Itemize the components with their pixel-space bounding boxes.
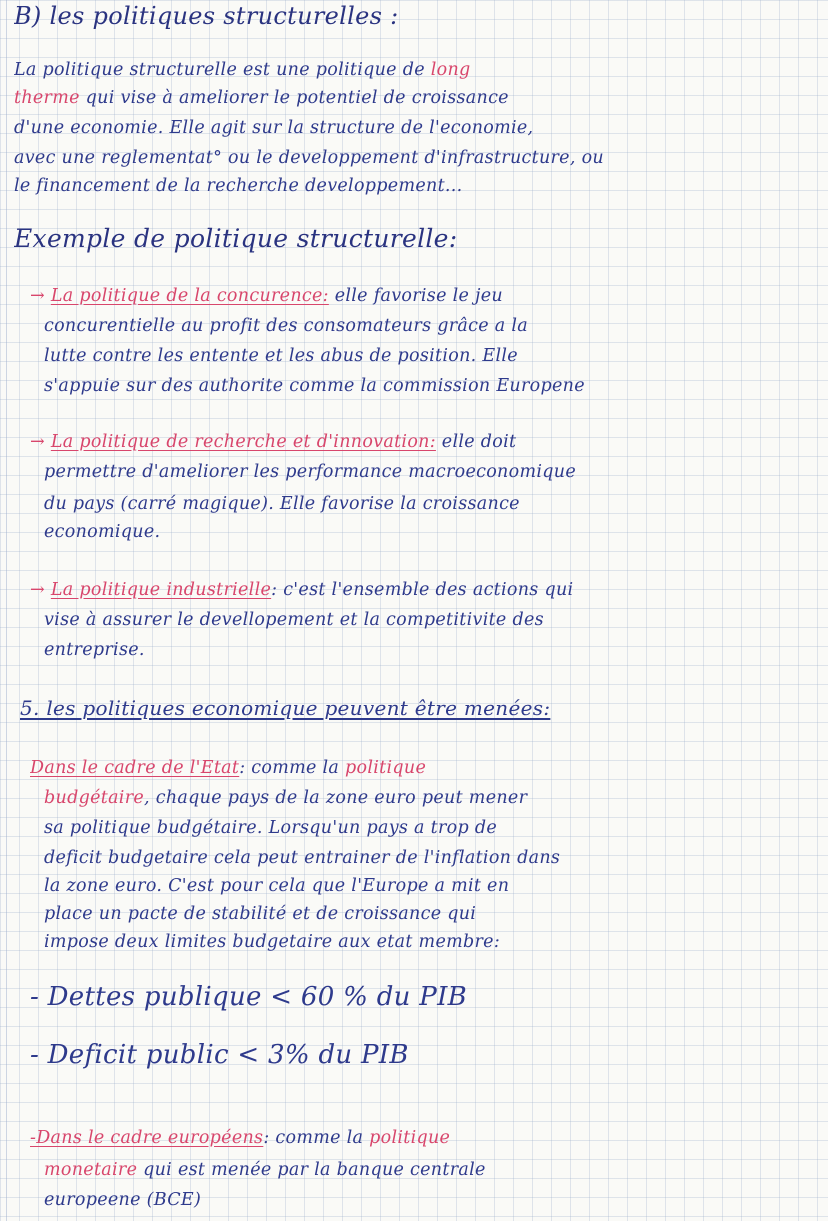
- intro-text: qui vise à ameliorer le potentiel de croissance: [79, 88, 509, 108]
- ex1-line-3: lutte contre les entente et les abus de position. Elle: [44, 346, 518, 366]
- ex1-title: La politique de la concurence:: [50, 286, 329, 306]
- etat-line-7: impose deux limites budgetaire aux etat membre:: [44, 932, 501, 952]
- highlight-monetaire: monetaire: [44, 1160, 138, 1180]
- arrow-icon: →: [30, 432, 45, 452]
- ex1-text: elle favorise le jeu: [328, 286, 503, 306]
- etat-line-3: sa politique budgétaire. Lorsqu'un pays a trop de: [44, 818, 497, 838]
- etat-line-1: [30, 758, 820, 778]
- margin-line: [6, 0, 7, 1221]
- etat-line-5: la zone euro. C'est pour cela que l'Europe a mit en: [44, 876, 510, 896]
- ex3-title: La politique industrielle: [50, 580, 272, 600]
- ex2-line-2: permettre d'ameliorer les performance macroeconomique: [44, 462, 576, 482]
- highlight-politique: politique: [369, 1128, 451, 1148]
- limit-deficit: - Deficit public < 3% du PIB: [30, 1040, 409, 1070]
- intro-line-2: [14, 88, 820, 108]
- etat-line-6: place un pacte de stabilité et de croissance qui: [44, 904, 477, 924]
- etat-line-2: [44, 788, 820, 808]
- arrow-icon: →: [30, 286, 45, 306]
- etat-text: : comme la: [239, 758, 346, 778]
- ex2-line-4: economique.: [44, 522, 161, 542]
- europe-line-1: [30, 1128, 820, 1148]
- etat-text: , chaque pays de la zone euro peut mener: [144, 788, 528, 808]
- ex2-line-3: du pays (carré magique). Elle favorise la croissance: [44, 494, 520, 514]
- europe-line-3: europeene (BCE): [44, 1190, 202, 1210]
- ex2-line-1: [30, 432, 820, 452]
- ex2-title: La politique de recherche et d'innovation:: [50, 432, 436, 452]
- highlight-politique: politique: [345, 758, 427, 778]
- heading-structural-policies: B) les politiques structurelles :: [14, 2, 399, 30]
- highlight-long: long: [430, 60, 471, 80]
- limit-debt: - Dettes publique < 60 % du PIB: [30, 982, 468, 1012]
- intro-line-1: [14, 60, 820, 80]
- intro-line-3: d'une economie. Elle agit sur la structure de l'economie,: [14, 118, 534, 138]
- highlight-budgetaire: budgétaire: [44, 788, 145, 808]
- etat-title: Dans le cadre de l'Etat: [30, 758, 240, 778]
- ex3-text: : c'est l'ensemble des actions qui: [271, 580, 574, 600]
- ex3-line-1: [30, 580, 820, 600]
- arrow-icon: →: [30, 580, 45, 600]
- highlight-therme: therme: [14, 88, 80, 108]
- ex1-line-4: s'appuie sur des authorite comme la commission Europene: [44, 376, 585, 396]
- etat-line-4: deficit budgetaire cela peut entrainer de l'inflation dans: [44, 848, 561, 868]
- europe-text: : comme la: [263, 1128, 370, 1148]
- europe-line-2: [44, 1160, 820, 1180]
- examples-heading: Exemple de politique structurelle:: [14, 224, 458, 253]
- ex1-line-2: concurentielle au profit des consomateurs grâce a la: [44, 316, 528, 336]
- ex3-line-3: entreprise.: [44, 640, 145, 660]
- europe-text: qui est menée par la banque centrale: [137, 1160, 486, 1180]
- europe-title: -Dans le cadre européens: [30, 1128, 264, 1148]
- intro-line-4: avec une reglementat° ou le developpement d'infrastructure, ou: [14, 148, 604, 168]
- intro-text: La politique structurelle est une politique de: [14, 60, 431, 80]
- intro-line-5: le financement de la recherche developpement...: [14, 176, 463, 196]
- ex2-text: elle doit: [435, 432, 517, 452]
- ex3-line-2: vise à assurer le devellopement et la competitivite des: [44, 610, 544, 630]
- ex1-line-1: [30, 286, 820, 306]
- section-5-heading: 5. les politiques economique peuvent être menées:: [20, 696, 551, 720]
